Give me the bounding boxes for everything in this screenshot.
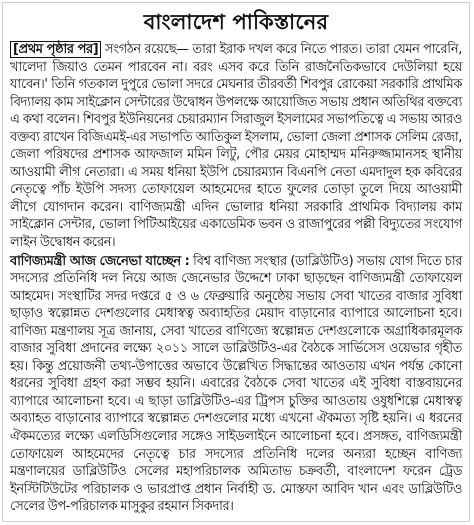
article-paragraph-continued [10, 41, 462, 252]
article-paragraph-geneva [10, 253, 462, 516]
news-clipping [2, 2, 470, 522]
subheading-geneva: বাণিজ্যমন্ত্রী আজ জেনেভা যাচ্ছেন : [10, 253, 190, 269]
paragraph-2-text: বিশ্ব বাণিজ্য সংস্থার (ডাব্লিউটিও) সভায় যোগ দিতে চার সদস্যের প্রতিনিধি দল নিয়ে আজ জেনেভার উদ্দেশে ঢাকা ছাড়ছেন বাণিজ্যমন্ত্রী তোফায়েল আহমেদ। সংস্থাটির সদর দপ্তরে ৫ ও ৬ ফেব্রুয়ারি অনুষ্ঠেয় সভায় সেবা খাতের বাজার সুবিধা ছাড়াও স্বল্পোন্নত দেশগুলোর মেধাস্বত্ব অব্যাহতির মেয়াদ বাড়ানোর ব্যাপারে আলোচনা হবে। বাণিজ্য মন্ত্রণালয় সূত্র জানায়, সেবা খাতের বাণিজ্যে স্বল্পোন্নত দেশগুলোকে অগ্রাধিকারমূলক বাজার সুবিধা প্রদানের লক্ষ্যে ২০১১ সালে ডাব্লিউটিও-এর বৈঠকে সার্ভিসেস ওয়েভার গৃহীত হয়। কিন্তু প্রয়োজনী তথ্য-উপাত্তের অভাবে উল্লেখিত সিদ্ধান্তের আওতায় এখন পর্যন্ত কোনো ধরনের সুবিধা গ্রহণ করা সম্ভব হয়নি। এবারের বৈঠকে সেবা খাতের এই সুবিধা বাস্তবায়নের ব্যাপারে আলোচনা হবে। এ ছাড়া ডাব্লিউটিও-এর ট্রিপস চুক্তির আওতায় ওষুধশিল্পে মেধাস্বত্ব অব্যাহত বাড়ানোর ব্যাপারে স্বল্পোন্নত দেশগুলোর মধ্যে এখনো ঐকমত্য সৃষ্টি হয়নি। এ ধরনের ঐকমত্যের লক্ষ্যে এলডিসিগুলোর সঙ্গেও সাইডলাইনে আলোচনা হবে। প্রসঙ্গত, বাণিজ্যমন্ত্রী তোফায়েল আহমেদের নেতৃত্বে চার সদস্যের প্রতিনিধি দলের অন্যরা হচ্ছেন বাণিজ্য মন্ত্রণালয়ের ডাব্লিউটিও সেলের মহাপরিচালক অমিতাভ চক্রবর্তী, বাংলাদেশ ফরেন ট্রেড ইনস্টিটিউটের পরিচালক ও ভারপ্রাপ্ত প্রধান নির্বাহী ড. মোস্তফা আবিদ খান এবং ডাব্লিউটিও সেলের উপ-পরিচালক মাসুকুর রহমান সিকদার। [10, 253, 462, 515]
continuation-tag: [প্রথম পৃষ্ঠার পর] [10, 41, 101, 58]
paragraph-1-text: সংগঠন রয়েছে— তারা ইরাক দখল করে নিতে পারত। তারা যেমন পারেনি, খালেদা জিয়াও তেমন পারবেন না। বরং এসব করে তিনি রাজনৈতিকভাবে দেউলিয়া হয়ে যাবেন।' তিনি গতকাল দুপুরে ভোলা সদরে মেঘনার তীরবর্তী শিবপুর রোকেয়া সরকারি প্রাথমিক বিদ্যালয় কাম সাইক্লোন সেন্টারের উদ্বোধন উপলক্ষে আয়োজিত সভায় প্রধান অতিথির বক্তব্যে এ কথা বলেন। শিবপুর ইউনিয়নের চেয়ারম্যান সিরাজুল ইসলামের সভাপতিত্বে এ সভায় আরও বক্তব্য রাখেন বিজিএমই-এর সভাপতি আতিকুল ইসলাম, ভোলা জেলা প্রশাসক সেলিম রেজা, জেলা পরিষদের প্রশাসক আফজাল মমিন লিটু, পৌর মেয়র মোহাম্মদ মনিরুজ্জামানসহ স্থানীয় আওয়ামী লীগ নেতারা। এ সময় ধনিয়া ইউপি চেয়ারম্যান বিএনপি নেতা এমদাদুল হক কবিরের নেতৃত্বে পাঁচ ইউপি সদস্য তোফায়েল আহমেদের হাতে ফুলের তোড়া তুলে দিয়ে আওয়ামী লীগে যোগদান করেন। বাণিজ্যমন্ত্রী এদিন ভোলার ধনিয়া সরকারি প্রাথমিক বিদ্যালয় কাম সাইক্লোন সেন্টার, ভোলা পিটিআইয়ের একাডেমিক ভবন ও রাজাপুরের পল্লী বিদ্যুতের সংযোগ লাইন উদ্বোধন করেন। [10, 42, 462, 251]
article-headline: বাংলাদেশ পাকিস্তানের [143, 10, 329, 34]
